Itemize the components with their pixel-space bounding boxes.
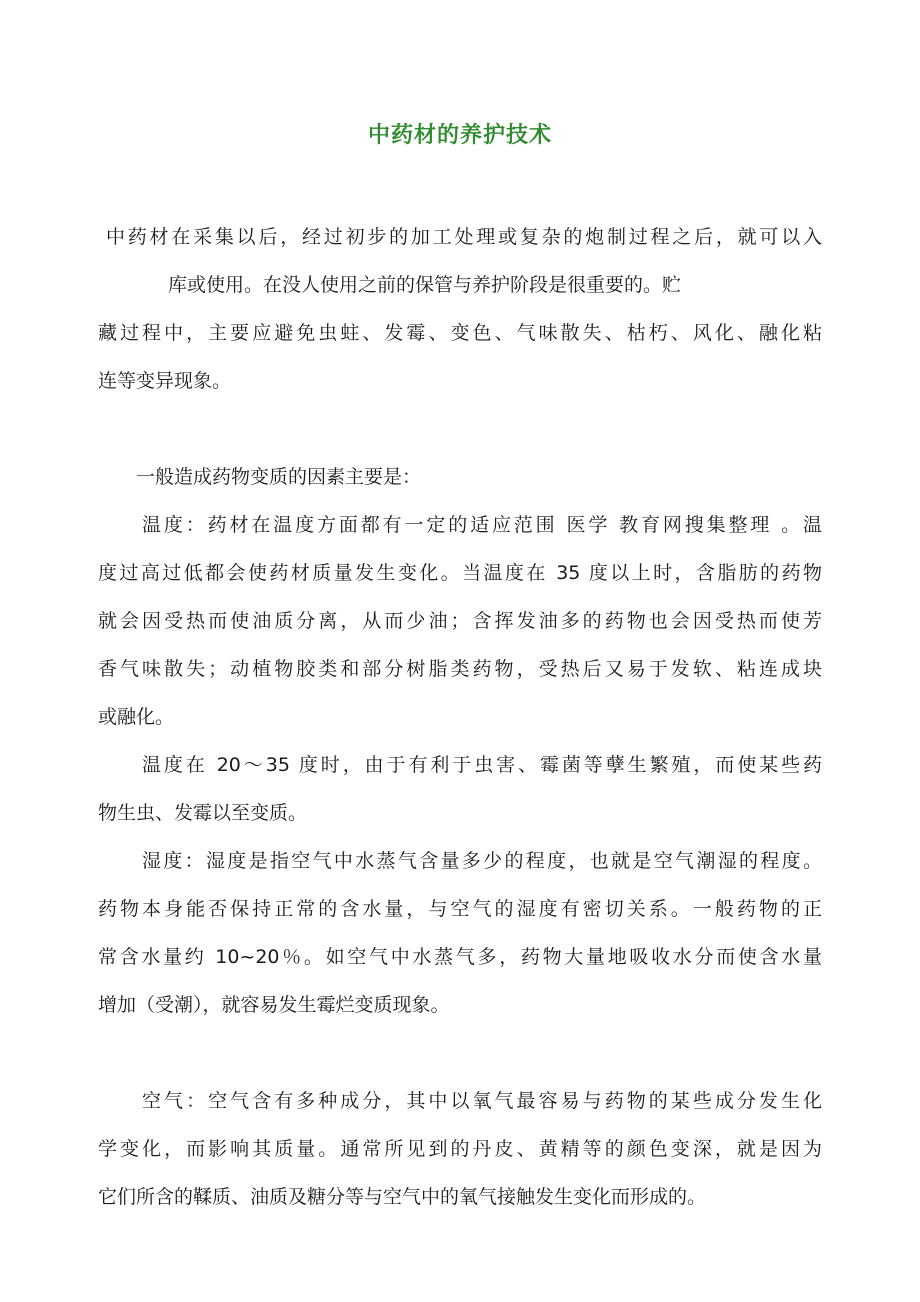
paragraph-line: 温度：药材在温度方面都有一定的适应范围 医学 教育网搜集整理 。温 [142,514,822,536]
paragraph-line: 度过高过低都会使药材质量发生变化。当温度在 35 度以上时，含脂肪的药物 [98,562,822,584]
paragraph-line: 学变化，而影响其质量。通常所见到的丹皮、黄精等的颜色变深，就是因为 [98,1138,822,1160]
paragraph-line: 增加（受潮），就容易发生霉烂变质现象。 [98,994,450,1016]
paragraph-line: 库或使用。在没人使用之前的保管与养护阶段是很重要的。贮 [168,274,682,296]
paragraph-line: 或融化。 [98,706,175,728]
document-body [98,213,822,1221]
paragraph-line: 湿度：湿度是指空气中水蒸气含量多少的程度，也就是空气潮湿的程度。 [142,850,822,872]
paragraph-line: 中药材在采集以后，经过初步的加工处理或复杂的炮制过程之后，就可以入 [106,226,822,248]
paragraph-line: 连等变异现象。 [98,370,232,392]
paragraph-line: 空气：空气含有多种成分，其中以氧气最容易与药物的某些成分发生化 [142,1090,822,1112]
paragraph-line: 就会因受热而使油质分离，从而少油；含挥发油多的药物也会因受热而使芳 [98,610,822,632]
paragraph-line: 藏过程中，主要应避免虫蛀、发霉、变色、气味散失、枯朽、风化、融化粘 [98,322,822,344]
spacer [98,1029,822,1077]
paragraph-line: 香气味散失；动植物胶类和部分树脂类药物，受热后又易于发软、粘连成块 [98,658,822,680]
paragraph-line: 它们所含的鞣质、油质及糖分等与空气中的氧气接触发生变化而形成的。 [98,1186,707,1208]
document-title: 中药材的养护技术 [367,123,552,148]
paragraph-line: 药物本身能否保持正常的含水量，与空气的湿度有密切关系。一般药物的正 [98,898,822,920]
spacer [98,405,822,453]
paragraph-line: 温度在 20～35 度时，由于有利于虫害、霉菌等孽生繁殖，而使某些药 [142,754,822,776]
paragraph-line: 常含水量约 10~20％。如空气中水蒸气多，药物大量地吸收水分而使含水量 [98,946,822,968]
paragraph-line: 一般造成药物变质的因素主要是： [136,466,422,488]
paragraph-line: 物生虫、发霉以至变质。 [98,802,308,824]
